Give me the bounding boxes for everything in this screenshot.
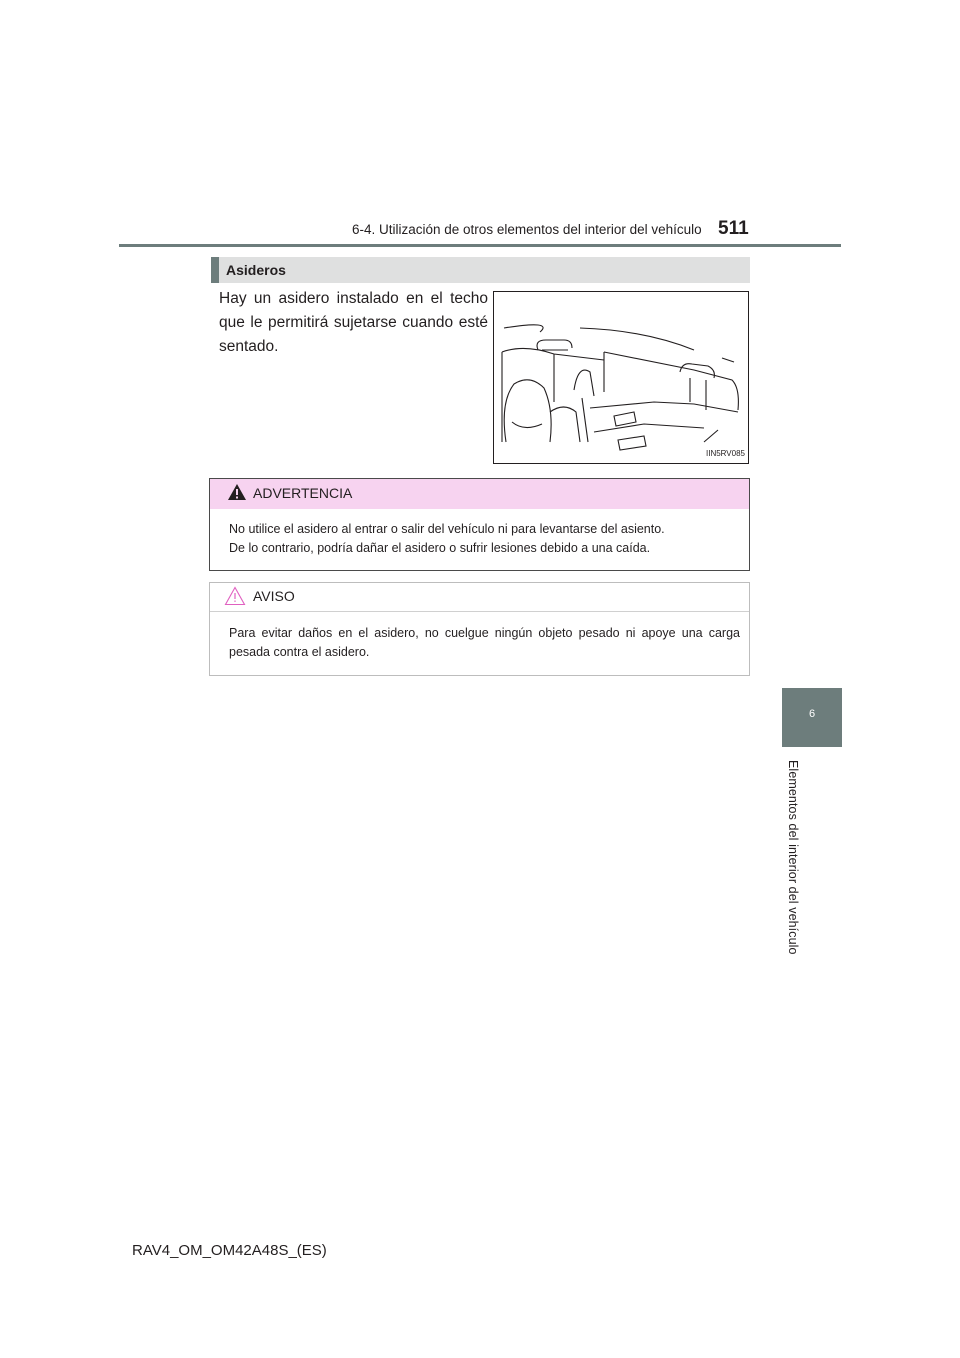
section-heading-bar	[211, 257, 750, 283]
caution-triangle-icon	[224, 586, 246, 611]
section-body-text: Hay un asidero instalado en el techo que le permitirá sujetarse cuando esté sentado.	[219, 290, 488, 355]
manual-code: RAV4_OM_OM42A48S_(ES)	[132, 1242, 327, 1259]
warning-line-1: No utilice el asidero al entrar o salir del vehículo ni para levantarse del asiento.	[229, 522, 665, 536]
header-divider	[119, 244, 841, 247]
assist-grip-illustration	[493, 291, 749, 464]
notice-divider	[210, 611, 749, 612]
notice-title: AVISO	[253, 588, 295, 604]
page-number: 511	[718, 218, 749, 239]
section-heading: Asideros	[226, 262, 286, 278]
section-heading-accent	[211, 257, 219, 283]
notice-text: Para evitar daños en el asidero, no cuelgue ningún objeto pesado ni apoye una carga pesada contra el asidero.	[229, 626, 740, 659]
chapter-tab-label: Elementos del interior del vehículo	[786, 760, 800, 955]
warning-line-2: De lo contrario, podría dañar el asidero o sufrir lesiones debido a una caída.	[229, 540, 651, 555]
figure-code: IIN5RV085	[706, 449, 745, 458]
vehicle-interior-drawing	[494, 292, 748, 463]
warning-text	[229, 520, 739, 557]
warning-triangle-icon	[227, 483, 247, 506]
section-reference: 6-4. Utilización de otros elementos del interior del vehículo	[352, 222, 702, 237]
warning-title: ADVERTENCIA	[253, 485, 353, 501]
chapter-tab-number: 6	[808, 708, 816, 720]
